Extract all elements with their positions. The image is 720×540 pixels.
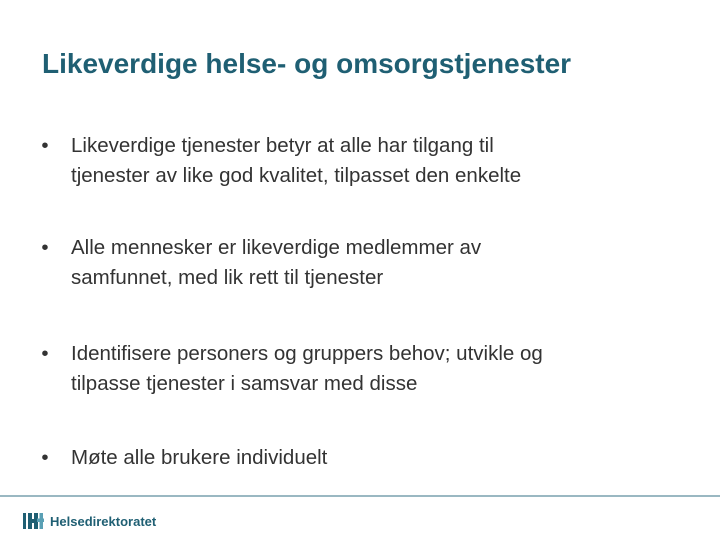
bullet-text-line: tjenester av like god kvalitet, tilpasset den enkelte bbox=[71, 164, 522, 187]
bullet-text-line: Likeverdige tjenester betyr at alle har tilgang til bbox=[71, 134, 494, 157]
bullet-item bbox=[30, 339, 690, 399]
helsedirektoratet-logo bbox=[22, 510, 156, 532]
bullet-text-line: Møte alle brukere individuelt bbox=[71, 446, 328, 469]
bullet-text-line: tilpasse tjenester i samsvar med disse bbox=[71, 372, 418, 395]
bullet-text-line: Identifisere personers og gruppers behov; utvikle og bbox=[71, 342, 543, 365]
bullet-dot: • bbox=[41, 446, 49, 469]
bullet-dot: • bbox=[41, 342, 49, 365]
bullet-dot: • bbox=[41, 236, 49, 259]
bullet-text-line: Alle mennesker er likeverdige medlemmer av bbox=[71, 236, 482, 259]
slide-title: Likeverdige helse- og omsorgstjenester bbox=[42, 48, 572, 79]
bullet-dot: • bbox=[41, 134, 49, 157]
bullet-item bbox=[30, 233, 690, 293]
bullet-item bbox=[30, 443, 690, 473]
helsedirektoratet-logo-icon bbox=[22, 510, 44, 532]
bullet-text-line: samfunnet, med lik rett til tjenester bbox=[71, 266, 384, 289]
logo-wordmark: Helsedirektoratet bbox=[50, 513, 157, 529]
bullet-item bbox=[30, 131, 690, 191]
footer-divider bbox=[0, 495, 720, 497]
